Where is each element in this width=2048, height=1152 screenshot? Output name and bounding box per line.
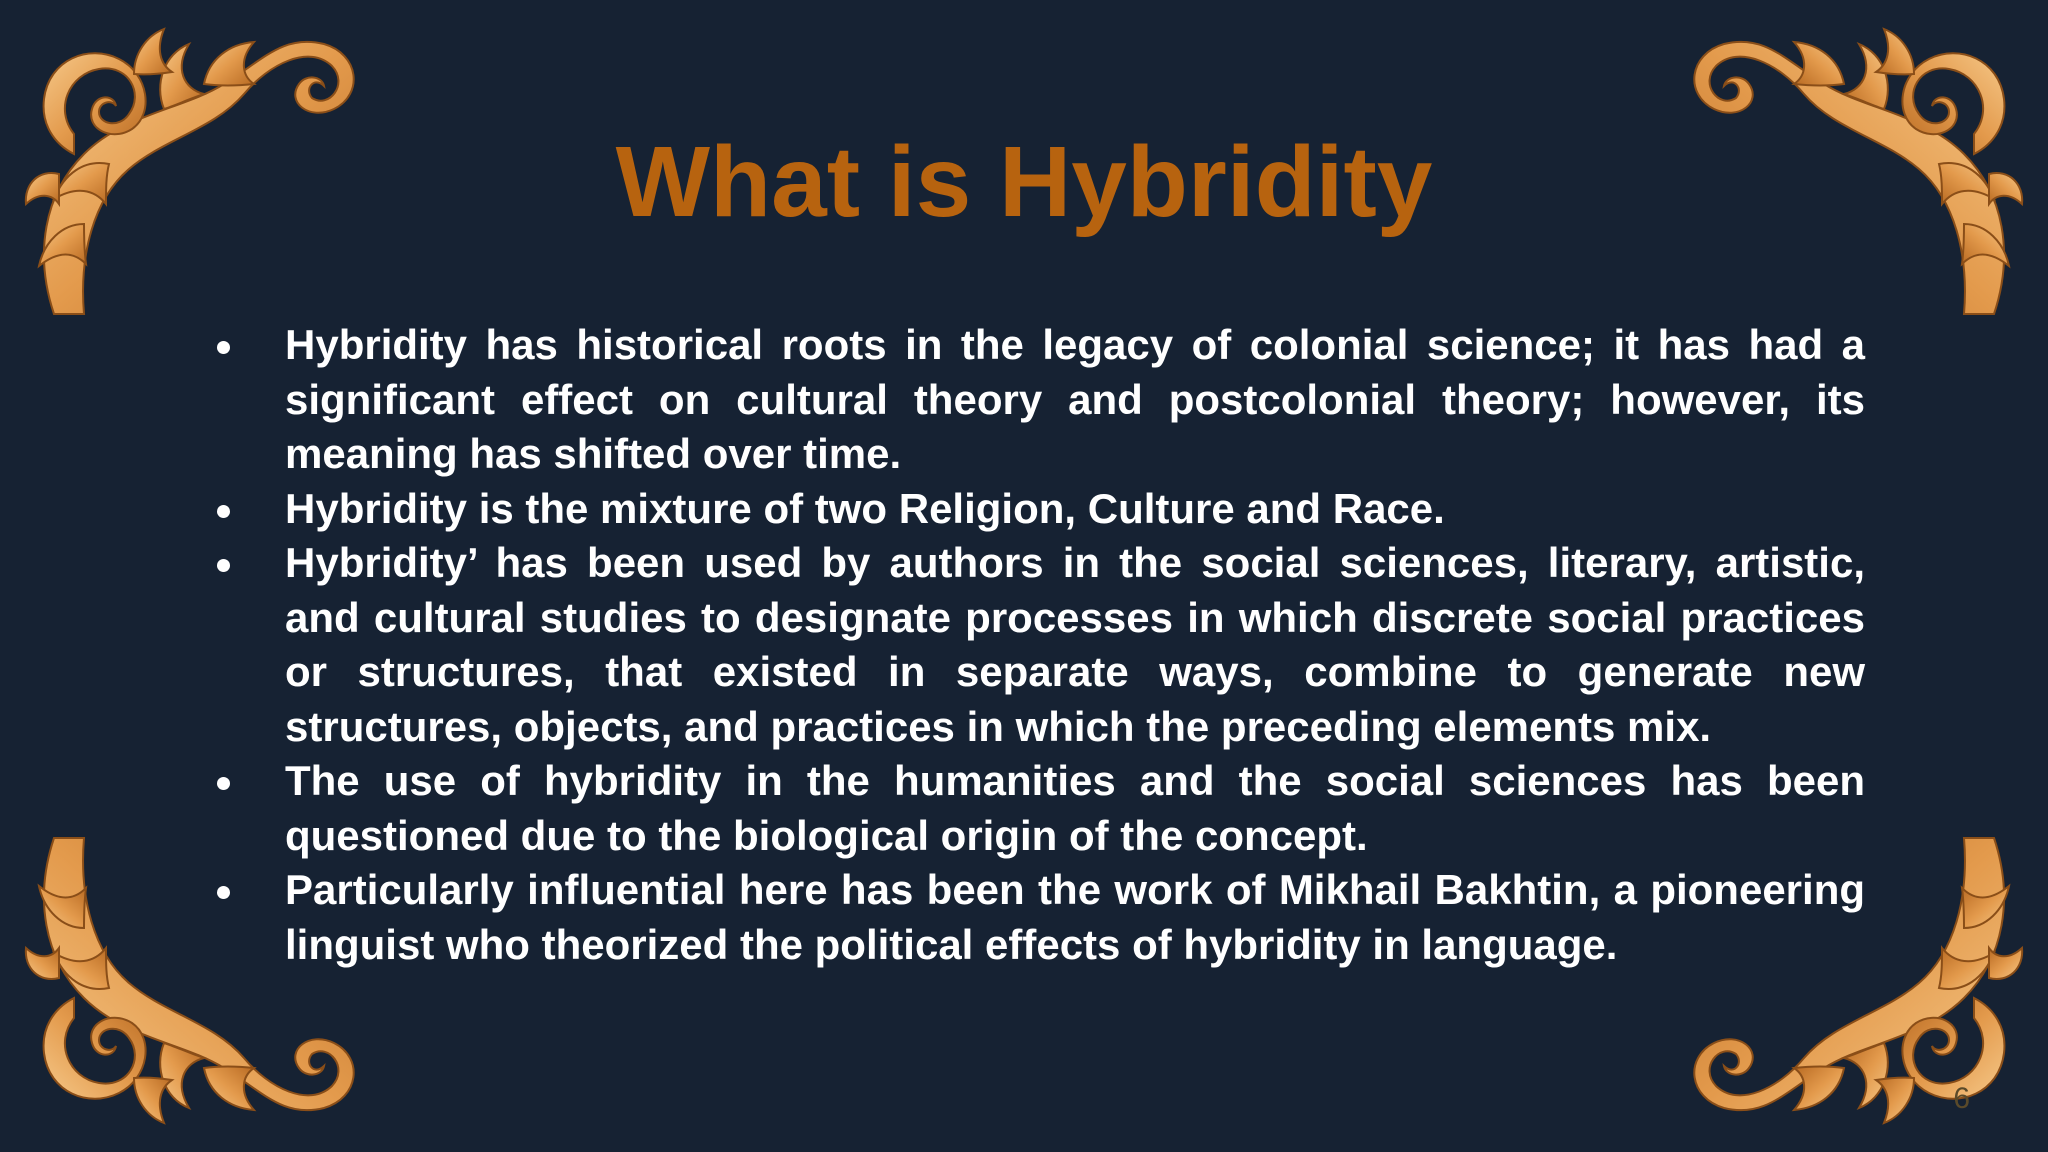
slide-title: What is Hybridity <box>615 126 1433 238</box>
bullet-text: Hybridity’ has been used by authors in the social sciences, literary, artistic, and cultural studies to designate processes in which discrete social practices or structures, that existed in separate ways, combine to generate new structures, objects, and practices in which the preceding elements mix. <box>285 539 1865 750</box>
bullet-text: Hybridity has historical roots in the legacy of colonial science; it has had a significant effect on cultural theory and postcolonial theory; however, its meaning has shifted over time. <box>285 321 1865 477</box>
page-number: 6 <box>1953 1082 1970 1115</box>
bullet-dot-icon <box>217 777 230 790</box>
bullet-item <box>210 536 1865 754</box>
bullet-list <box>210 318 1865 972</box>
bullet-dot-icon <box>217 886 230 899</box>
bullet-item <box>210 318 1865 482</box>
bullet-text: Particularly influential here has been the work of Mikhail Bakhtin, a pioneering linguist who theorized the political effects of hybridity in language. <box>285 866 1865 968</box>
bullet-item <box>210 754 1865 863</box>
bullet-dot-icon <box>217 505 230 518</box>
bullet-dot-icon <box>217 559 230 572</box>
bullet-dot-icon <box>217 341 230 354</box>
bullet-text: Hybridity is the mixture of two Religion, Culture and Race. <box>285 484 1445 532</box>
bullet-item <box>210 863 1865 972</box>
bullet-text: The use of hybridity in the humanities and the social sciences has been questioned due to the biological origin of the concept. <box>285 757 1865 859</box>
bullet-item <box>210 482 1865 537</box>
